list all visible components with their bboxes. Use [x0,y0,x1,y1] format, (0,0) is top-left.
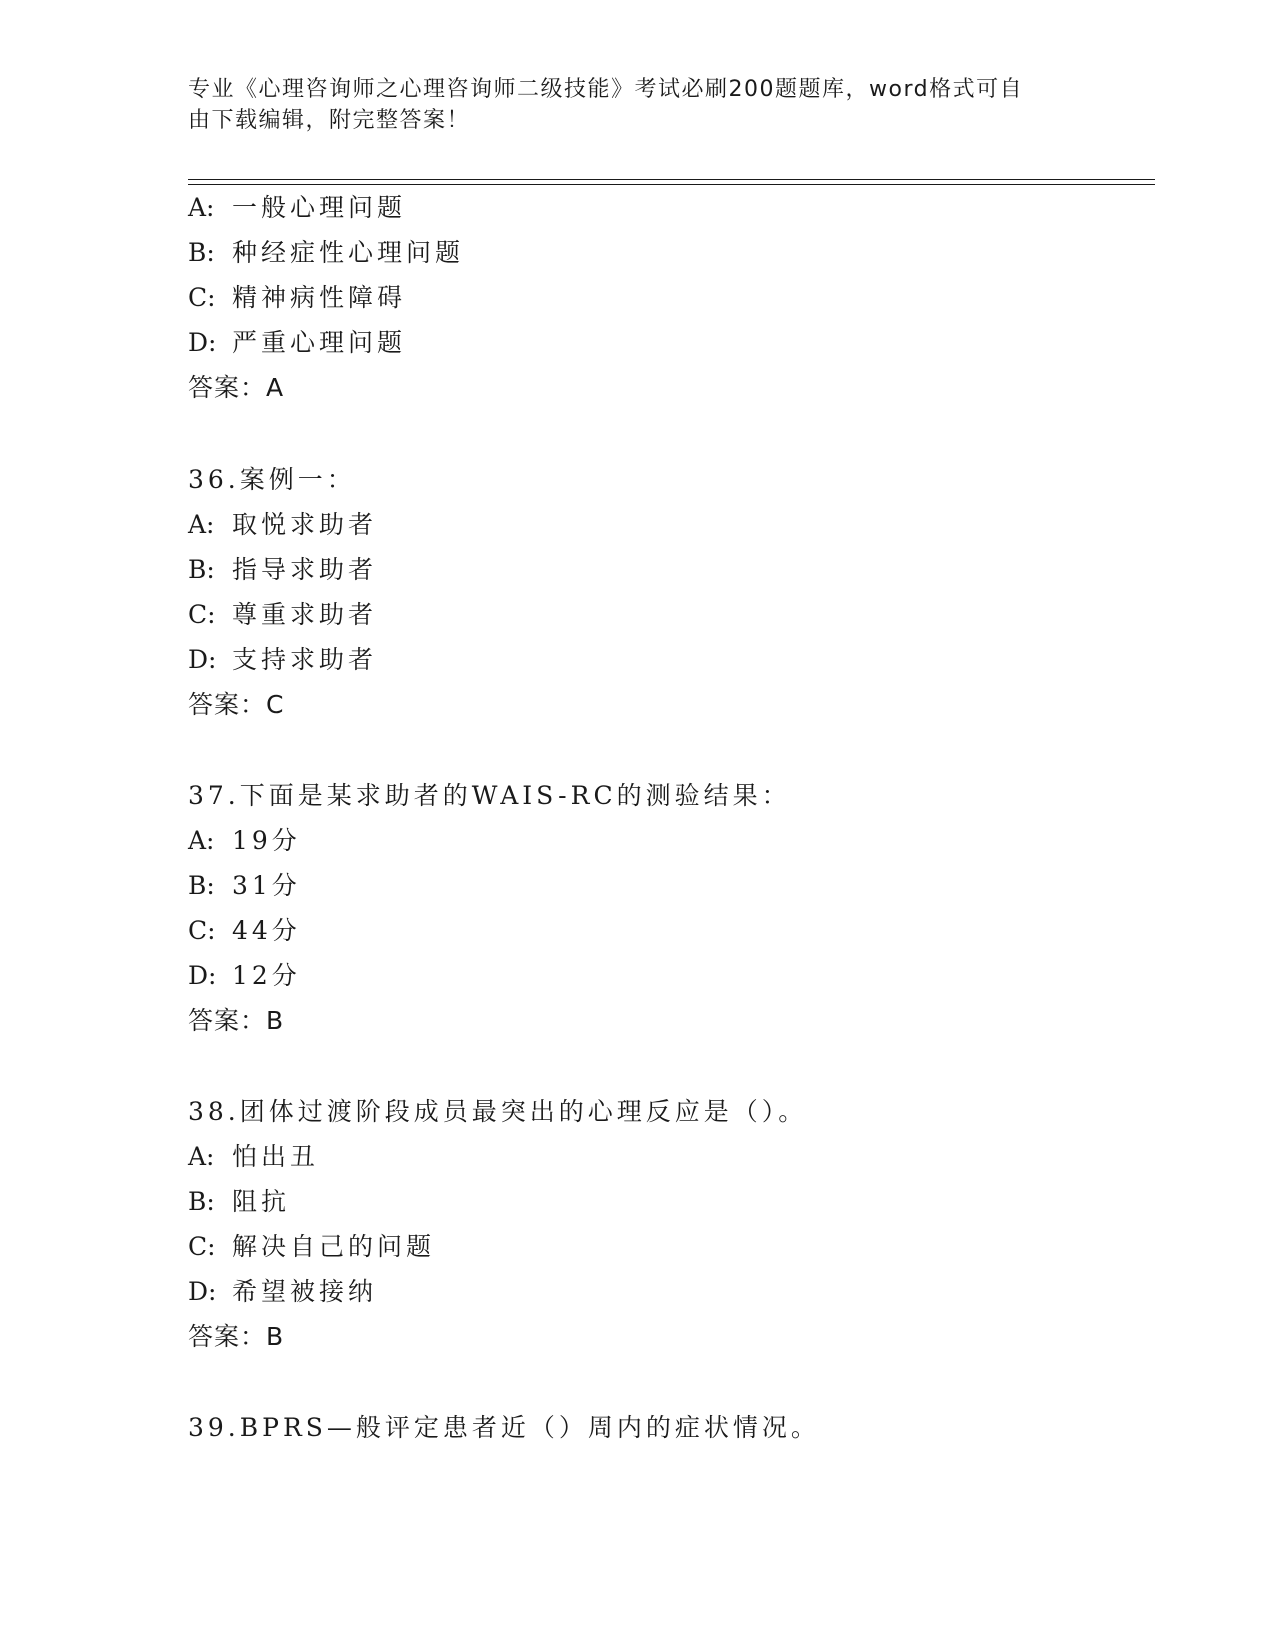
q37-answer: 答案：B [188,1006,285,1035]
q35-option-b [188,237,464,269]
option-label: D: [188,961,217,990]
option-text: 31分 [232,871,301,900]
option-label: B: [188,871,215,900]
option-label: B: [188,1187,215,1216]
q38-option-c [188,1231,435,1263]
option-label: C: [188,283,216,312]
q38-option-d [188,1276,377,1308]
option-text: 尊重求助者 [232,600,378,629]
q37-option-d [188,960,301,992]
option-label: D: [188,645,217,674]
option-label: A: [188,510,215,539]
q36-option-a [188,509,377,541]
q36-question: 36.案例一： [188,465,356,494]
q38-answer: 答案：B [188,1322,285,1351]
option-text: 怕出丑 [232,1142,320,1171]
q37-question: 37.下面是某求助者的WAIS-RC的测验结果： [188,781,791,810]
option-text: 支持求助者 [232,645,378,674]
header-rule-top [188,179,1155,180]
option-label: A: [188,1142,215,1171]
q35-answer: 答案：A [188,373,285,402]
option-text: 取悦求助者 [232,510,378,539]
option-label: B: [188,555,215,584]
option-label: A: [188,193,215,222]
q36-option-d [188,644,377,676]
option-label: C: [188,600,216,629]
option-text: 12分 [232,961,301,990]
option-label: A: [188,826,215,855]
q36-option-b [188,554,377,586]
document-header [188,74,1088,136]
option-text: 一般心理问题 [232,193,407,222]
option-label: C: [188,916,216,945]
option-text: 44分 [232,916,301,945]
header-rule-bottom [188,184,1155,185]
q37-option-a [188,825,301,857]
option-text: 阻抗 [232,1187,291,1216]
q35-option-d [188,327,406,359]
option-text: 精神病性障碍 [232,283,407,312]
q36-answer: 答案：C [188,690,285,719]
option-text: 解决自己的问题 [232,1232,436,1261]
option-label: D: [188,328,217,357]
header-line-1: 专业《心理咨询师之心理咨询师二级技能》考试必刷200题题库，word格式可自 [188,77,1024,102]
q35-option-a [188,192,406,224]
q39-question: 39.BPRS—般评定患者近（）周内的症状情况。 [188,1413,820,1442]
option-text: 指导求助者 [232,555,378,584]
q37-option-c [188,915,301,947]
q38-question: 38.团体过渡阶段成员最突出的心理反应是（）。 [188,1097,808,1126]
option-text: 严重心理问题 [232,328,407,357]
q37-option-b [188,870,301,902]
header-line-2: 由下载编辑，附完整答案！ [188,108,471,133]
q38-option-b [188,1186,290,1218]
option-label: C: [188,1232,216,1261]
option-text: 希望被接纳 [232,1277,378,1306]
option-text: 19分 [232,826,301,855]
option-label: D: [188,1277,217,1306]
q36-option-c [188,599,377,631]
q38-option-a [188,1141,319,1173]
option-label: B: [188,238,215,267]
q35-option-c [188,282,406,314]
option-text: 种经症性心理问题 [232,238,465,267]
